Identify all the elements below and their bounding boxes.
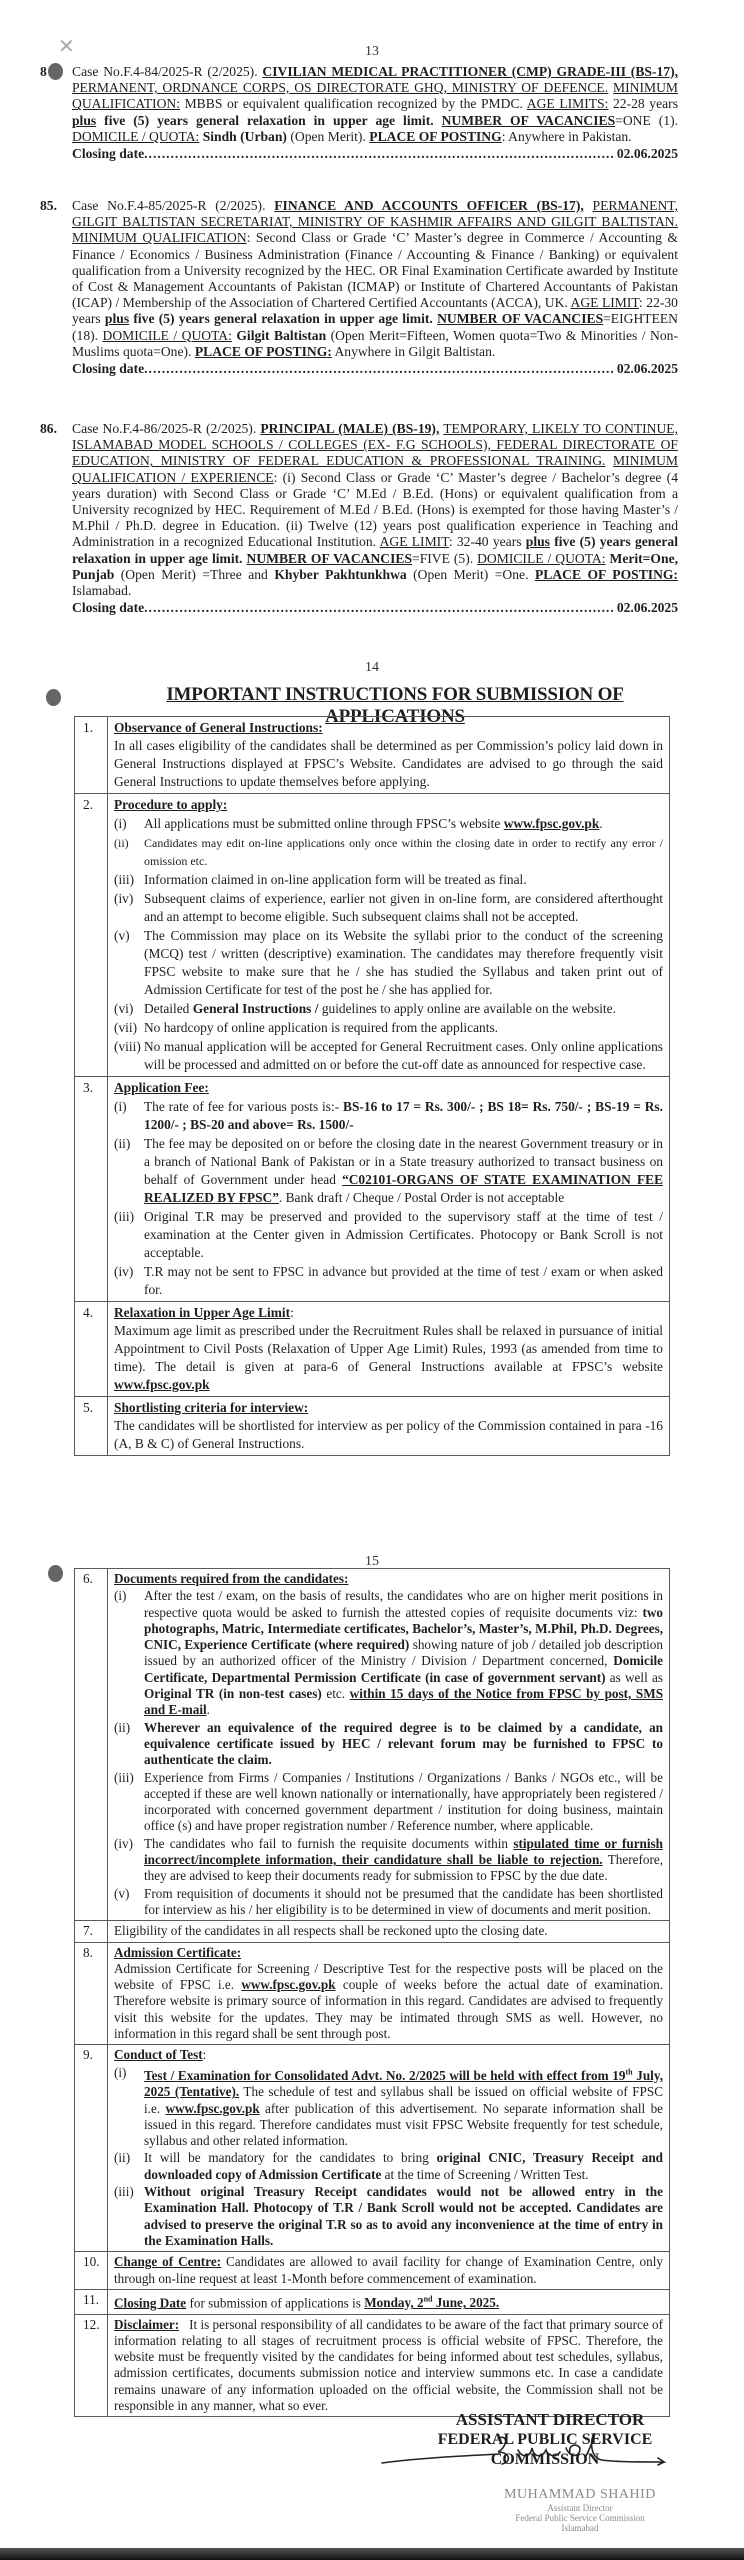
sub-numeral: (vii): [114, 1020, 138, 1035]
required-documents: two photographs, Matric, Intermediate certificates, Bachelor’s, Master’s, M.Phil, Ph.D. Degrees, CNIC, Experience Certificate (where required): [144, 1604, 663, 1653]
website-link[interactable]: www.fpsc.gov.pk: [165, 2100, 260, 2116]
posting-label: PLACE OF POSTING: [369, 128, 502, 144]
text: at the time of Screening / Written Test.: [384, 2166, 589, 2182]
sub-text-main: The fee may be deposited on or before the closing date in the nearest Government treasury or in a branch of National Bank of Pakistan or in a State treasury authorized to transact business on behalf of Government under head: [144, 1136, 663, 1187]
deadline-notice: within 15 days of the Notice from FPSC by post, SMS and E-mail: [144, 1686, 664, 1718]
post-title: PRINCIPAL (MALE) (BS-19),: [260, 421, 440, 436]
section-text: Candidates are allowed to avail facility for change of Examination Centre, only through on-line request at least 1-Month before commencement of examination.: [114, 2254, 663, 2286]
sub-item: [114, 871, 663, 889]
website-link[interactable]: www.fpsc.gov.pk: [503, 816, 600, 831]
sub-numeral: (viii): [114, 1039, 141, 1054]
text: Therefore, they are advised to keep their documents ready for submission to FPSC by the due date.: [144, 1852, 663, 1884]
vacancies-text: =FIVE (5).: [412, 550, 474, 566]
instruction-row: [75, 1569, 670, 1921]
sub-numeral: (ii): [114, 1719, 131, 1735]
sub-numeral: (v): [114, 1885, 130, 1901]
sub-text: [144, 1836, 663, 1885]
dot-leader: [144, 600, 613, 616]
instruction-row: [75, 1302, 670, 1397]
sub-text: [144, 2150, 663, 2183]
sub-numeral: (iv): [114, 1835, 134, 1851]
row-number: 7.: [75, 1921, 108, 1942]
section-title: Relaxation in Upper Age Limit: [114, 1305, 291, 1320]
row-number: 6.: [75, 1569, 108, 1921]
sub-item: [114, 1836, 663, 1885]
sub-numeral: (i): [114, 2064, 127, 2080]
post-title: CIVILIAN MEDICAL PRACTITIONER (CMP) GRADE-III (BS-17),: [262, 64, 678, 79]
sub-numeral: (iii): [114, 1209, 135, 1224]
stamp-city: Islamabad: [561, 2523, 599, 2533]
sub-text: Information claimed in on-line application form will be treated as final.: [144, 872, 527, 887]
sub-item: [114, 1135, 663, 1207]
text: etc.: [326, 1686, 346, 1702]
sub-numeral: (iv): [114, 1264, 134, 1279]
domicile-text: (Open Merit).: [290, 128, 366, 144]
text: July, 2025 (Tentative).: [144, 2068, 663, 2100]
sub-item: [114, 1720, 663, 1769]
sub-text-main: The rate of fee for various posts is:-: [144, 1099, 340, 1114]
sub-item: [114, 834, 663, 870]
sub-text: Experience from Firms / Companies / Institutions / Organizations / Banks / NGOs etc., will be accepted if these are well known nationally or internationally, have appropriately been registered / incorporated with concerned government department / institution for doing business, maintain office (s) and have proper registration number / Reference number, where applicable.: [144, 1769, 663, 1834]
sub-text: Wherever an equivalence of the required degree is to be claimed by a candidate, an equivalence certificate issued by HEC / relevant forum may be furnished to FPSC to authenticate the claim.: [144, 1719, 663, 1768]
qualification-text: MBBS or equivalent qualification recognized by the PMDC.: [184, 96, 523, 112]
qualification-label: MINIMUM QUALIFICATION / EXPERIENCE: [72, 453, 678, 485]
section-title: Closing Date: [114, 2295, 187, 2311]
section-title-line: [114, 1304, 663, 1322]
sub-numeral: (iii): [114, 2184, 134, 2200]
sub-text-pre: Detailed: [144, 1001, 190, 1016]
sub-text: Subsequent claims of experience, earlier not given in on-line form, are considered afterthought and an attempt to become eligible. Such subsequent claims shall not be accepted.: [144, 891, 663, 924]
age-text: : 32-40 years: [448, 534, 522, 550]
ordinal-suffix: nd: [423, 2294, 433, 2304]
sub-numeral: (ii): [114, 2150, 131, 2166]
post-department: PERMANENT, GILGIT BALTISTAN SECRETARIAT, MINISTRY OF KASHMIR AFFAIRS AND GILGIT BALTISTAN.: [72, 198, 678, 230]
vacancies-label: NUMBER OF VACANCIES: [437, 311, 604, 327]
domicile-text: (Open Merit=Fifteen, Women quota=Two & Minorities / Non-Muslims quota=One).: [72, 327, 678, 359]
text: after publication of this advertisement. No separate information shall be issued in this regard. Therefore candidates must visit FPSC Website frequently for test schedule, syllabus and other related information.: [144, 2100, 664, 2149]
text: as well as: [609, 1669, 663, 1685]
sub-item: [114, 1886, 663, 1919]
closing-date: 02.06.2025: [616, 361, 678, 377]
case-body: [72, 421, 678, 616]
age-label: AGE LIMIT: [570, 295, 640, 311]
sub-text: After the test / exam, on the basis of results, the candidates who are on higher merit positions in respective quota would be asked to furnish the attested copies of requisite documents viz: two photographs, Matric, Intermediate certificates, Bachelor’s, Master’s, M.Phil, Ph.D. Degrees, CNIC, Experience Certificate (where required) showing nature of job / detailed job description issued by an authorized officer of the Ministry / Division / Department concerned, Domicile Certificate, Departmental Permission Certificate (in case of government servant) as well as Original TR (in non-test cases) etc. within 15 days of the Notice from FPSC by post, SMS and E-mail.: [144, 1588, 664, 1718]
post-title: FINANCE AND ACCOUNTS OFFICER (BS-17),: [274, 198, 584, 213]
instruction-row: [75, 2314, 670, 2417]
sub-numeral: (i): [114, 816, 127, 831]
posting-text: : Anywhere in Pakistan.: [501, 128, 632, 144]
row-content: [108, 2289, 670, 2314]
stamp-name: MUHAMMAD SHAHID: [504, 2487, 656, 2502]
closing-date-row: [72, 146, 678, 162]
domicile-label: DOMICILE / QUOTA:: [477, 550, 606, 566]
instructions-heading: IMPORTANT INSTRUCTIONS FOR SUBMISSION OF APPLICATIONS: [166, 684, 624, 727]
row-number: 2.: [75, 794, 108, 1077]
closing-date-row: [72, 600, 678, 616]
closing-date: 02.06.2025: [616, 600, 678, 616]
domicile-text-2: (Open Merit) =One.: [413, 566, 529, 582]
section-text: [114, 1322, 663, 1394]
vacancies-text: =ONE (1).: [615, 112, 678, 128]
sub-item: [114, 2065, 663, 2150]
relaxation-text: five (5) years general relaxation in upper age limit.: [104, 112, 434, 128]
case-body: [72, 64, 678, 162]
case-number: 8: [40, 64, 47, 79]
sub-item: [114, 2150, 663, 2183]
row-number: 8.: [75, 1942, 108, 2045]
sub-text: T.R may not be sent to FPSC in advance but provided at the time of test / exam or when asked for.: [144, 1264, 663, 1297]
post-department: PERMANENT, ORDNANCE CORPS, OS DIRECTORATE GHQ, MINISTRY OF DEFENCE.: [72, 80, 609, 96]
section-text-main: Maximum age limit as prescribed under the Recruitment Rules shall be relaxed in pursuance of initial Appointment to Civil Posts (Relaxation of Upper Age Limit) Rules, 1993 (as amended from time to time). The detail is given at para-6 of General Instructions available at FPSC’s website: [114, 1323, 663, 1374]
instruction-row: [75, 1942, 670, 2045]
qualification-text: : Second Class or Grade ‘C’ Master’s degree in Commerce / Accounting & Finance / Economics / Business Administration (Finance / Accounting & Finance / Banking) or equivalent qualification from a University recognized by the HEC. OR Final Examination Certificate awarded by Institute of Cost & Management Accountants of Pakistan (ICMAP) or Institute of Chartered Accountants of Pakistan (ICAP) / Membership of the Association of Chartered Certified Accountants (ACCA), UK.: [72, 230, 679, 311]
row-number: 3.: [75, 1077, 108, 1302]
sub-text: [144, 1135, 663, 1207]
row-content: [108, 1942, 670, 2045]
mandatory-items: original CNIC, Treasury Receipt and downloaded copy of Admission Certificate: [144, 2150, 664, 2182]
section-text: It is personal responsibility of all candidates to be aware of the fact that primary source of information relating to all stages of recruitment process is official website of FPSC. Therefore, the website must be frequently visited by the candidates for being informed about test schedules, syllabus, admission certificates, documents submission notice and interview summons etc. In case a candidate remains unaware of any information uploaded on the official website, the Commission shall not be responsible in any manner, what so ever.: [114, 2316, 664, 2414]
sub-item: [114, 2184, 663, 2249]
row-number: 10.: [75, 2252, 108, 2290]
section-title: Observance of General Instructions:: [114, 720, 323, 735]
row-number: 1.: [75, 717, 108, 794]
sub-numeral: (ii): [114, 1136, 131, 1151]
sub-item: [114, 1038, 663, 1074]
sub-item: [114, 1019, 663, 1037]
text: The candidates who fail to furnish the requisite documents within: [144, 1835, 509, 1851]
sub-item: [114, 927, 663, 999]
stamp-organization: Federal Public Service Commission: [515, 2513, 645, 2523]
sub-text-main: guidelines to apply online are available on the website.: [321, 1001, 616, 1016]
case-entry: [40, 421, 678, 616]
instruction-row: [75, 1921, 670, 1942]
row-number: 9.: [75, 2045, 108, 2252]
page-number: 14: [365, 660, 379, 675]
sub-numeral: (i): [114, 1099, 127, 1114]
sub-numeral: (vi): [114, 1001, 134, 1016]
plus-text: plus: [72, 112, 97, 128]
plus-text: plus: [104, 311, 130, 327]
row-content: [108, 1569, 670, 1921]
text: It will be mandatory for the candidates to bring: [144, 2150, 429, 2166]
page-number: 15: [365, 1554, 379, 1569]
section-title: Procedure to apply:: [114, 797, 228, 812]
sub-numeral: (iv): [114, 891, 134, 906]
row-content: [108, 794, 670, 1077]
dot-leader: [144, 361, 613, 377]
row-number: 4.: [75, 1302, 108, 1397]
section-title: Admission Certificate:: [114, 1944, 242, 1960]
title-colon: :: [290, 1305, 294, 1320]
sub-text: The Commission may place on its Website the syllabi prior to the conduct of the screening (MCQ) test / written (descriptive) examination. The candidates may therefore frequently visit FPSC website to make sure that he / she has studied the Syllabus and taken print out of Admission Certificate for test of the post he / she has applied for.: [144, 928, 663, 997]
row-content: [108, 2252, 670, 2290]
closing-label: Closing date: [72, 146, 145, 162]
section-title: Shortlisting criteria for interview:: [114, 1400, 309, 1415]
sub-text-end: .: [599, 816, 603, 831]
sub-text: No manual application will be accepted for General Recruitment cases. Only online applications will be processed and admitted on or before the cut-off date as announced for respective case.: [144, 1039, 663, 1072]
closing-date-value: [364, 2295, 499, 2310]
row-content: [108, 717, 670, 794]
text: The schedule of test and syllabus shall be issued on official website of FPSC i.e.: [144, 2084, 664, 2116]
section-title: Change of Centre:: [114, 2254, 222, 2270]
sub-text: Without original Treasury Receipt candidates would not be allowed entry in the Examination Hall. Photocopy of T.R / Bank Scroll would not be accepted. Candidates are advised to preserve the original T.R so as to avoid any inconvenience at the time of entry in the Examination Halls.: [144, 2184, 663, 2248]
text: Monday, 2: [364, 2295, 424, 2311]
section-text: In all cases eligibility of the candidates shall be determined as per Commission’s policy laid down in General Instructions displayed at FPSC’s Website. Candidates are advised to go through the said General Instructions to update themselves before applying.: [114, 738, 663, 789]
website-link[interactable]: www.fpsc.gov.pk: [114, 1377, 210, 1392]
instructions-table-continued: [74, 1568, 670, 2417]
vacancies-label: NUMBER OF VACANCIES: [441, 112, 616, 128]
section-title: Documents required from the candidates:: [114, 1571, 349, 1586]
signature-block: [400, 2410, 700, 2470]
case-body: [72, 198, 678, 377]
text: showing nature of job / detailed job description issued by an authorized officer of the Ministry / Division / Department concerned,: [144, 1637, 663, 1669]
relaxation-text: five (5) years general relaxation in upper age limit.: [72, 534, 678, 566]
original-tr: Original TR (in non-test cases): [144, 1686, 322, 1702]
sub-numeral: (i): [114, 1588, 127, 1604]
domicile-bold-2: Khyber Pakhtunkhwa: [274, 566, 407, 582]
sub-item: [114, 890, 663, 926]
domicile-label: DOMICILE / QUOTA:: [72, 128, 200, 144]
sub-text-bold: General Instructions /: [192, 1001, 319, 1016]
instructions-table: [74, 716, 670, 1456]
sub-item: [114, 1588, 663, 1718]
plus-text: plus: [525, 534, 550, 550]
section-text: Eligibility of the candidates in all respects shall be reckoned upto the closing date.: [114, 1923, 548, 1939]
qualification-label: MINIMUM QUALIFICATION: [72, 230, 247, 246]
closing-label: Closing date: [72, 361, 145, 377]
text: June, 2025.: [432, 2295, 500, 2311]
text: couple of weeks before the actual date of examination. Therefore website is primary source of information in this regard. Candidates are advised to frequently visit this website for the updates. They may be intimated through SMS as well. However, no information in this regard shall be sent through post.: [114, 1977, 664, 2042]
row-content: [108, 1921, 670, 1942]
instruction-row: [75, 2252, 670, 2290]
sub-numeral: (iii): [114, 872, 135, 887]
sub-numeral: (v): [114, 928, 130, 943]
posting-label: PLACE OF POSTING:: [194, 343, 332, 359]
case-entry: [40, 64, 678, 162]
vacancies-text: =EIGHTEEN (18).: [72, 311, 678, 343]
row-number: 12.: [75, 2314, 108, 2417]
text: After the test / exam, on the basis of results, the candidates who are on higher merit positions in respective quota would be asked to furnish the attested copies of requisite documents viz:: [144, 1588, 663, 1620]
case-number: 85.: [40, 198, 57, 213]
case-entry: [40, 198, 678, 377]
age-text: 22-28 years: [613, 96, 678, 112]
row-content: [108, 1397, 670, 1456]
section-title: Disclaimer:: [114, 2316, 180, 2332]
sub-item: [114, 815, 663, 833]
post-department: TEMPORARY, LIKELY TO CONTINUE, ISLAMABAD MODEL SCHOOLS / COLLEGES (EX- F.G SCHOOLS), FEDERAL DIRECTORATE OF EDUCATION, MINISTRY OF FEDERAL EDUCATION & PROFESSIONAL TRAINING.: [72, 421, 678, 469]
sub-text-main: All applications must be submitted online through FPSC’s website: [144, 816, 501, 831]
pen-mark-x: ✕: [58, 34, 75, 58]
page-number: 13: [365, 44, 379, 59]
sub-item: [114, 1098, 663, 1134]
age-text: : 22-30 years: [72, 295, 678, 327]
dot-leader: [144, 146, 613, 162]
row-content: [108, 2045, 670, 2252]
fee-rates: BS-16 to 17 = Rs. 300/- ; BS 18= Rs. 750/- ; BS-19 = Rs. 1200/- ; BS-20 and above= Rs. 1500/-: [144, 1099, 663, 1132]
stamp-designation: Assistant Director: [547, 2503, 613, 2513]
text: Test / Examination for Consolidated Advt. No. 2/2025 will be held with effect from 19: [144, 2068, 626, 2083]
posting-text: Anywhere in Gilgit Baltistan.: [334, 343, 496, 359]
sub-item: [114, 1770, 663, 1835]
sub-text: [144, 2065, 663, 2150]
text: Admission Certificate for Screening / Descriptive Test for the respective posts will be placed on the website of FPSC i.e.: [114, 1960, 663, 1993]
case-ref: Case No.F.4-84/2025-R (2/2025).: [72, 64, 258, 79]
rejection-warning: stipulated time or furnish incorrect/incomplete information, their candidature shall be liable to rejection.: [144, 1835, 664, 1868]
row-number: 5.: [75, 1397, 108, 1456]
domicile-label: DOMICILE / QUOTA:: [102, 327, 232, 343]
section-title: Conduct of Test: [114, 2047, 203, 2063]
section-text: The candidates will be shortlisted for interview as per policy of the Commission contained in para -16 (A, B & C) of General Instructions.: [114, 1418, 663, 1451]
instruction-row: [75, 1397, 670, 1456]
row-content: [108, 2314, 670, 2417]
section-title-line: [114, 2047, 663, 2063]
age-label: AGE LIMITS:: [526, 96, 609, 112]
instruction-row: [75, 2289, 670, 2314]
instruction-row: [75, 2045, 670, 2252]
sub-item: [114, 1000, 663, 1018]
case-number: 86.: [40, 421, 57, 436]
signatory-organization: FEDERAL PUBLIC SERVICE COMMISSION: [437, 2431, 653, 2468]
sub-numeral: (ii): [114, 836, 129, 850]
row-content: [108, 1077, 670, 1302]
sub-text: Original T.R may be preserved and provided to the supervisory staff at the time of test / examination at the Center given in Admission Certificates. Photocopy or Bank Scroll is not acceptable.: [144, 1209, 663, 1260]
instruction-row: [75, 794, 670, 1077]
signatory-title: ASSISTANT DIRECTOR: [455, 2410, 645, 2429]
qualification-text: : (i) Second Class or Grade ‘C’ Master’s degree / Bachelor’s degree (4 years duration) with Second Class or Grade ‘C’ M.Ed / B.Ed. (Hons) or equivalent qualification from a University recognized by HEC. Requirement of M.Ed / B.Ed. (Hons) is exempted for those having Master’s / M.Phil / Ph.D. degree in Education. (ii) Twelve (12) years post qualification experience in Teaching and Administration in a recognized Educational Institution.: [72, 469, 678, 550]
required-certificates: Domicile Certificate, Departmental Permission Certificate (in case of government servant): [144, 1653, 664, 1685]
sub-text: Candidates may edit on-line applications only once within the closing date in order to rectify any error / omission etc.: [144, 836, 663, 868]
closing-date: 02.06.2025: [616, 146, 678, 162]
qualification-label: MINIMUM QUALIFICATION:: [72, 80, 678, 112]
sub-item: [114, 1208, 663, 1262]
official-stamp: [500, 2487, 660, 2533]
row-number: 11.: [75, 2289, 108, 2314]
sub-text: [144, 1098, 663, 1134]
sub-text-end: . Bank draft / Cheque / Postal Order is not acceptable: [278, 1190, 565, 1205]
fee-head: “C02101-ORGANS OF STATE EXAMINATION FEE REALIZED BY FPSC”: [144, 1172, 663, 1205]
title-colon: :: [202, 2047, 207, 2063]
section-text: for submission of applications is: [189, 2295, 361, 2311]
section-text: [114, 1961, 663, 2042]
closing-label: Closing date: [72, 600, 145, 616]
website-link[interactable]: www.fpsc.gov.pk: [241, 1977, 336, 1993]
case-ref: Case No.F.4-85/2025-R (2/2025).: [72, 198, 266, 213]
age-label: AGE LIMIT: [379, 534, 449, 550]
punch-hole: [46, 689, 61, 706]
instruction-row: [75, 1077, 670, 1302]
sub-text: From requisition of documents it should not be presumed that the candidate has been shortlisted for interview as his / her eligibility is to be determined in view of documents and merit position.: [144, 1885, 663, 1917]
relaxation-text: five (5) years general relaxation in upper age limit.: [133, 311, 433, 327]
posting-text: Islamabad.: [72, 583, 132, 599]
domicile-bold: Merit=One, Punjab: [72, 550, 678, 582]
case-ref: Case No.F.4-86/2025-R (2/2025).: [72, 421, 257, 436]
scan-bottom-edge: [0, 2548, 744, 2560]
closing-date-row: [72, 361, 678, 377]
sub-text: [144, 1000, 663, 1018]
domicile-bold: Sindh (Urban): [202, 128, 287, 144]
ordinal-suffix: th: [625, 2067, 633, 2077]
posting-label: PLACE OF POSTING:: [534, 566, 679, 582]
instruction-row: [75, 717, 670, 794]
sub-item: [114, 1263, 663, 1299]
domicile-bold: Gilgit Baltistan: [236, 327, 327, 343]
sub-numeral: (iii): [114, 1769, 134, 1785]
row-content: [108, 1302, 670, 1397]
domicile-text: (Open Merit) =Three and: [120, 566, 268, 582]
vacancies-label: NUMBER OF VACANCIES: [246, 550, 413, 566]
sub-text: [144, 815, 663, 833]
sub-text: No hardcopy of online application is required from the applicants.: [144, 1020, 499, 1035]
section-title: Application Fee:: [114, 1080, 209, 1095]
